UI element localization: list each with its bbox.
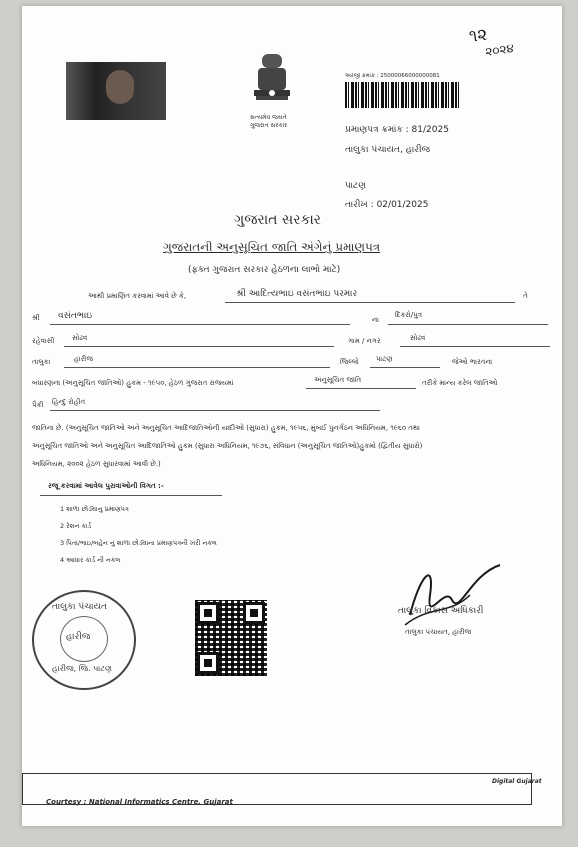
certificate-no: 81/2025 (411, 125, 449, 135)
certificate-no-row (345, 125, 449, 135)
certificate-title: ગુજરાતની અનુસૂચિત જાતિ અંગેનું પ્રમાણપત્ર (163, 240, 381, 254)
district: પાટણ (376, 355, 393, 363)
caste: હિન્દુ રોહીત (52, 398, 86, 406)
seal-center-text: હારીજ (66, 632, 91, 642)
legal-para-2: અનુસૂચિત જાતિઓ અને અનુસૂચિત આદિજાતિઓ હુકમ (સુધારા અધિનિયમ, ૧૯૭૬, સંવિધાન (અનુસૂચિત જાતિઓ)હુકમો (દ્વિતીય સુધારો) (32, 442, 423, 450)
emblem-caption-1: સત્યમેવ જયતે (250, 114, 287, 121)
date-value: 02/01/2025 (376, 200, 429, 210)
te-text: તે (523, 292, 528, 300)
village-label: ગામ / નગર (348, 337, 381, 345)
evidence-heading-underline (40, 495, 222, 496)
resident: સોઢવ (72, 334, 88, 342)
relation-underline (388, 324, 548, 325)
applicant-name: શ્રી આદિત્યભાઇ વસંતભાઇ પરમાર (236, 289, 358, 299)
father-name: વસંતભાઇ (58, 311, 93, 321)
resident-label: રહેવાસી (32, 337, 55, 345)
resident-underline (64, 346, 334, 347)
date-label: તારીખ : (345, 200, 374, 210)
category: અનુસૂચિત જાતિ (314, 376, 362, 384)
village: સોઢવ (410, 334, 426, 342)
caste-underline (50, 410, 380, 411)
qr-code (195, 600, 267, 676)
relation: દિકરો/પુત્ર (395, 311, 423, 319)
name-underline (225, 302, 515, 303)
barcode (345, 82, 460, 108)
order-text: બંધારણના (અનુસૂચિત જાતિઓ) હુકમ - ૧૯૫૦, હેઠળ ગુજરાત રાજ્યમાં (32, 379, 234, 387)
caste-prefix: પૈકી (32, 401, 44, 409)
govt-title: ગુજરાત સરકાર (234, 212, 321, 228)
seal-bottom-text: હારીજ, જિ. પાટણ (52, 664, 112, 673)
barcode-label: અરજી ક્રમાંક : 25000066000000081 (345, 73, 440, 79)
official-seal (32, 590, 136, 690)
taluka-label: તાલુકા (32, 358, 51, 366)
national-emblem-icon (246, 50, 298, 120)
taluka-underline (64, 367, 330, 368)
footer-courtesy: Courtesy : National Informatics Centre, Gujarat (46, 798, 233, 806)
evidence-item-3: 3 પિતા/ભાઇ/બહેન નું શાળા છોડ્યાના પ્રમાણપત્રની ખરી નકલ (60, 539, 217, 547)
na-label: ના (372, 316, 379, 324)
signatory-title: તાલુકા વિકાસ અધિકારી (398, 606, 484, 616)
intro-text: આથી પ્રમાણિત કરવામાં આવે છે કે, (88, 292, 187, 300)
corner-note-line2: ૨૦૨૪ (484, 40, 515, 59)
legal-para-3: અધિનિયમ, ૨૦૦૨ હેઠળ સુધારવામાં આવી છે.) (32, 460, 161, 468)
date-row (345, 200, 428, 210)
district-underline (370, 367, 440, 368)
corner-note (468, 21, 515, 62)
recognized-text: તરીકે માન્ય કરેલ જાતિઓ (422, 379, 498, 387)
india-label: જેઓ ભારતના (452, 358, 493, 366)
certificate-page (22, 6, 562, 826)
district-label: જિલ્લો (340, 358, 359, 366)
certificate-subtitle: (ફક્ત ગુજરાત સરકાર હેઠળના લાભો માટે) (188, 265, 341, 275)
evidence-item-1: 1 શાળા છોડ્યાનુ પ્રમાણપત્ર (60, 505, 129, 513)
father-underline (50, 324, 350, 325)
seal-top-text: તાલુકા પંચાયત (52, 602, 107, 612)
issuing-office: તાલુકા પંચાયત, હારીજ (345, 145, 431, 155)
place: પાટણ (345, 181, 367, 191)
category-underline (306, 388, 416, 389)
taluka: હારીજ (74, 355, 93, 363)
corner-note-line1: ૧૨ (467, 24, 489, 47)
legal-para-1: જાતિના છે. (અનુસૂચિત જાતિઓ અને અનુસૂચિત આદિજાતિઓની યાદીઓ (સુધારા) હુકમ, ૧૯૫૬, મુંબઈ પુનર્ગઠન અધિનિયમ, ૧૯૬૦ તથા (32, 424, 420, 432)
footer-brand: Digital Gujarat (492, 778, 542, 785)
signatory-office: તાલુકા પંચાયત, હારીજ (405, 628, 472, 636)
evidence-item-4: 4 આધાર કાર્ડ ની નકલ (60, 556, 121, 564)
evidence-heading: રજૂ કરવામાં આવેલ પુરાવાઓની વિગત :- (48, 482, 164, 490)
village-underline (400, 346, 550, 347)
evidence-item-2: 2 રેશન કાર્ડ (60, 522, 92, 530)
certificate-no-label: પ્રમાણપત્ર ક્રમાંક : (345, 125, 409, 135)
shri-label: શ્રી (32, 314, 40, 322)
emblem-caption-2: ગુજરાત સરકાર (250, 122, 288, 129)
applicant-photo (66, 62, 166, 120)
